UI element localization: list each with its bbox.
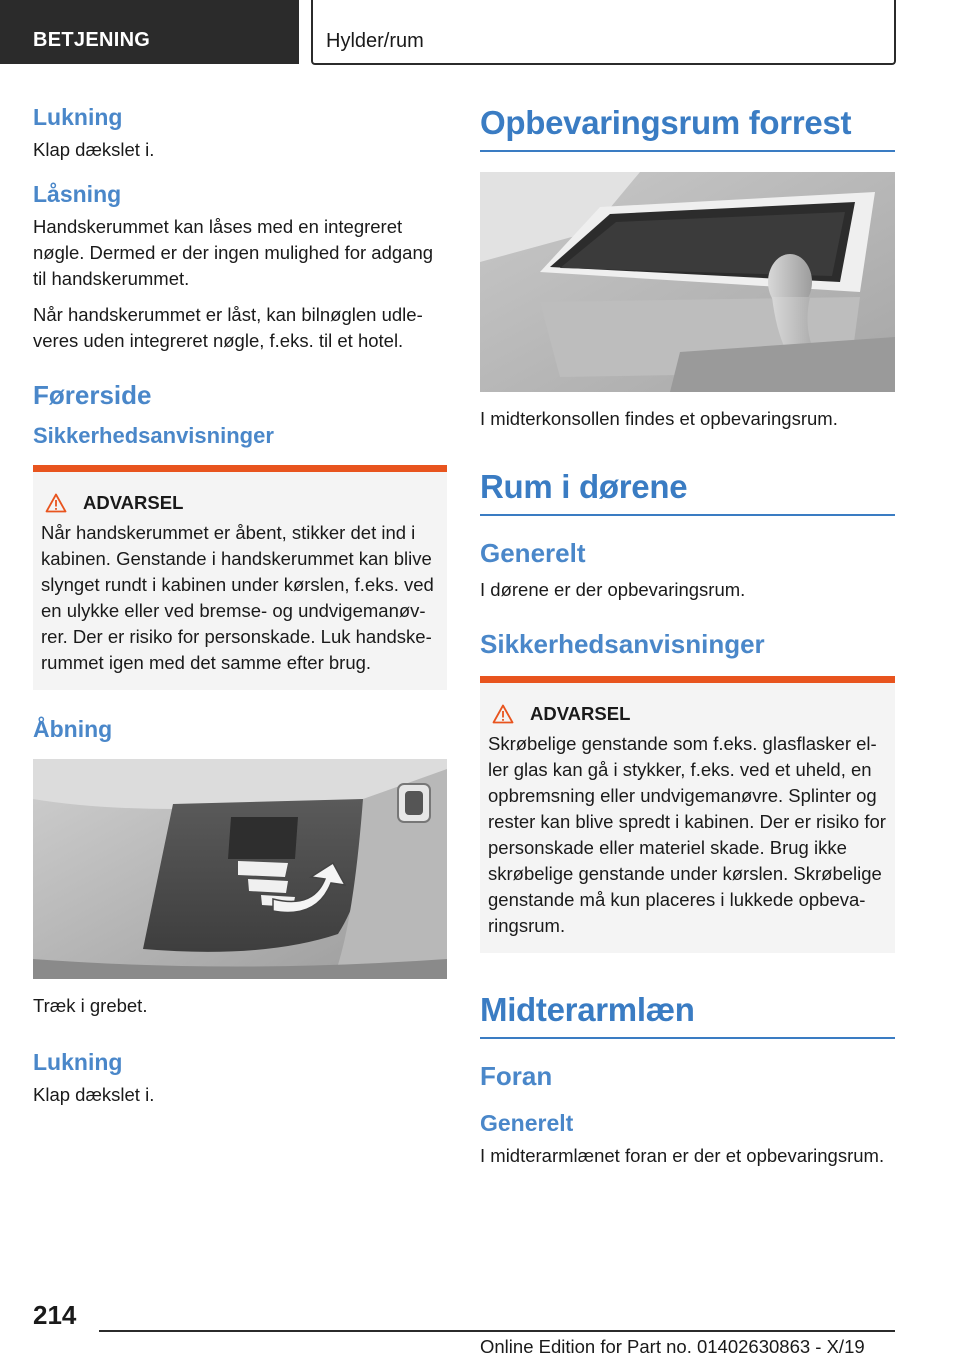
heading-laasning: Låsning <box>33 181 122 207</box>
heading-aabning: Åbning <box>33 716 113 742</box>
page-number: 214 <box>33 1300 77 1330</box>
heading-opbevaring: Opbevaringsrum forrest <box>480 104 895 152</box>
console-storage-image <box>480 172 895 392</box>
warning-box-right <box>480 676 895 953</box>
warning-triangle-icon <box>45 493 67 513</box>
header-section: Hylder/rum <box>326 30 424 52</box>
text-generelt-1: I dørene er der opbevaringsrum. <box>480 579 746 600</box>
header-chapter: BETJENING <box>33 29 151 51</box>
heading-lukning: Lukning <box>33 104 123 130</box>
warning-header <box>41 492 439 514</box>
heading-foran: Foran <box>480 1061 553 1091</box>
text-lukning-2: Klap dækslet i. <box>33 1084 155 1105</box>
caption-opbevaring: I midterkonsollen findes et opbevaringsrum. <box>480 408 838 429</box>
left-column <box>33 104 447 1122</box>
heading-sikkerhed: Sikkerhedsanvisninger <box>33 423 274 448</box>
header-chapter-tab <box>0 0 299 64</box>
warning-box <box>33 465 447 690</box>
caption-aabning: Træk i grebet. <box>33 995 148 1016</box>
warning-text-right: Skrøbelige genstande som f.eks. glasflasker eller glas kan gå i stykker, f.eks. ved et uheld, en opbremsning eller undvigemanøvre. Splinter og rester kan blive spredt i kabinen. Der er risiko for personskade eller materiel skade. Brug ikke skrøbelige genstande under kørslen. Skrøbelige genstande må kun placeres i lukkede opbevaringsrum. <box>488 733 886 936</box>
glovebox-handle-image <box>33 759 447 979</box>
text-laasning-1: Handskerummet kan låses med en integreret nøgle. Dermed er der ingen mulighed for adgang til handskerummet. <box>33 216 434 289</box>
heading-forerside: Førerside <box>33 380 152 410</box>
warning-title-right: ADVARSEL <box>530 703 631 724</box>
footer-edition: Online Edition for Part no. 01402630863 - X/19 <box>480 1336 865 1357</box>
heading-generelt-1: Generelt <box>480 538 586 568</box>
text-lukning: Klap dækslet i. <box>33 139 155 160</box>
heading-generelt-2: Generelt <box>480 1110 574 1136</box>
warning-title: ADVARSEL <box>83 492 184 513</box>
text-generelt-2: I midterarmlænet foran er der et opbevaringsrum. <box>480 1145 885 1166</box>
heading-rum-doerene: Rum i dørene <box>480 468 895 516</box>
heading-lukning-2: Lukning <box>33 1049 123 1075</box>
header-section-tab <box>311 0 896 65</box>
right-column <box>480 104 895 1183</box>
warning-triangle-icon <box>492 704 514 724</box>
warning-text: Når handskerummet er åbent, stikker det ind i kabinen. Genstande i handskerummet kan blive slynget rundt i kabinen under kørslen, f.eks. ved en ulykke eller ved bremse- og undvigemanøvrer. Der er risiko for personskade. Luk handskerummet igen med det samme efter brug. <box>41 522 434 673</box>
warning-header-right <box>488 703 887 725</box>
heading-sikkerhed-right: Sikkerhedsanvisninger <box>480 629 765 659</box>
text-laasning-2: Når handskerummet er låst, kan bilnøglen udleveres uden integreret nøgle, f.eks. til et hotel. <box>33 304 423 351</box>
heading-midterarmlaen: Midterarmlæn <box>480 991 895 1039</box>
footer-divider <box>99 1330 895 1332</box>
